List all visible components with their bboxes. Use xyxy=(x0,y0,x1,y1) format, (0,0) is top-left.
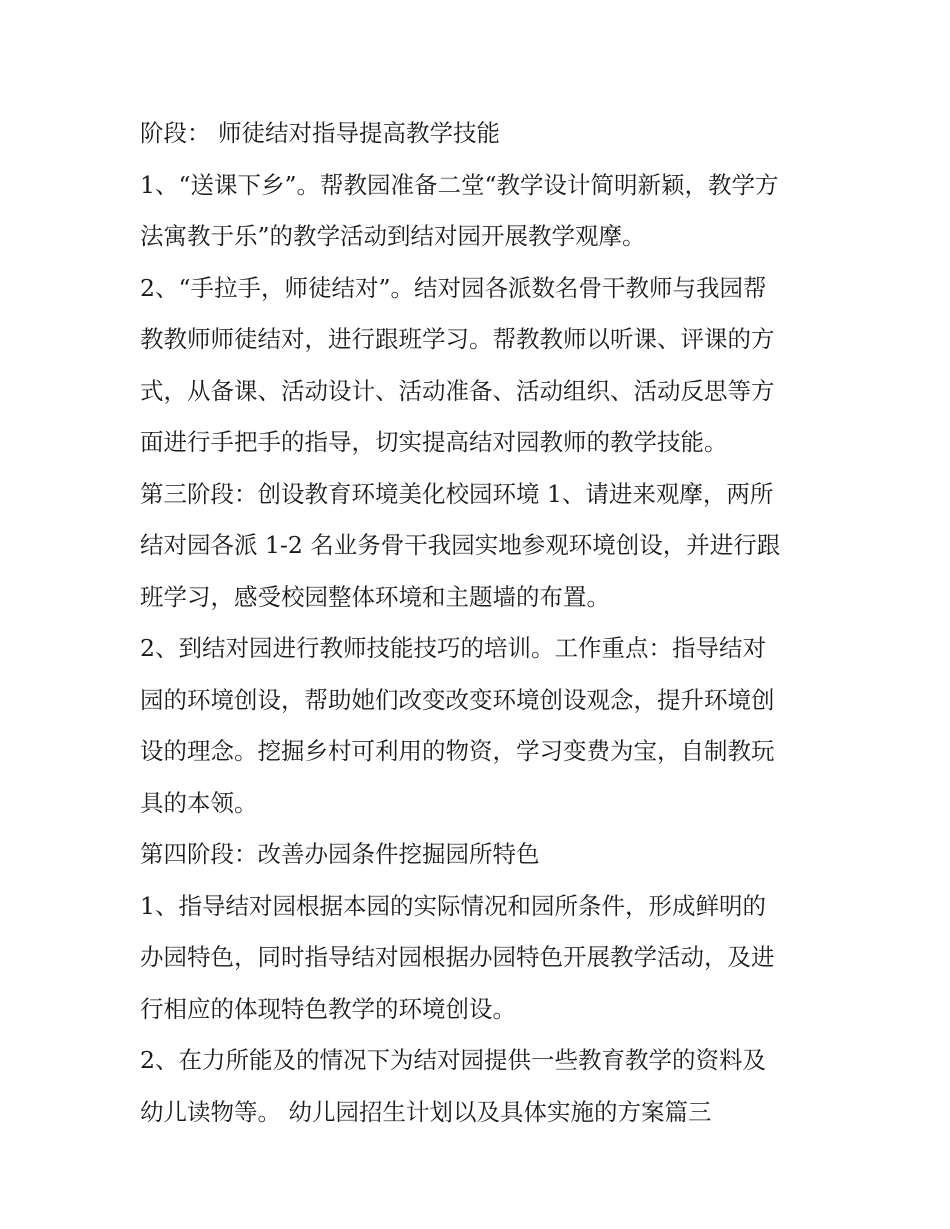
text-line: 面进行手把手的指导，切实提高结对园教师的教学技能。 xyxy=(140,428,728,456)
text-line: 阶段： 师徒结对指导提高教学技能 xyxy=(140,119,500,147)
text-line: 班学习，感受校园整体环境和主题墙的布置。 xyxy=(140,582,610,611)
document-body xyxy=(140,108,820,1138)
paragraph-stage-four-item-1 xyxy=(140,881,820,1036)
paragraph-stage-four-heading xyxy=(140,829,820,881)
text-line: 1、指导结对园根据本园的实际情况和园所条件，形成鲜明的 xyxy=(140,891,766,920)
paragraph-stage-three xyxy=(140,469,820,624)
paragraph-item-1-lessons xyxy=(140,160,820,263)
text-line: 2、在力所能及的情况下为结对园提供一些教育教学的资料及 xyxy=(140,1046,766,1074)
text-line: 式，从备课、活动设计、活动准备、活动组织、活动反思等方 xyxy=(140,376,775,405)
text-line: 具的本领。 xyxy=(140,788,258,817)
text-line: 2、到结对园进行教师技能技巧的培训。工作重点：指导结对 xyxy=(140,634,766,662)
text-line: 1、“送课下乡”。帮教园准备二堂“教学设计简明新颖，教学方 xyxy=(140,170,779,199)
text-line: 法寓教于乐”的教学活动到结对园开展教学观摩。 xyxy=(140,222,646,250)
text-line: 园的环境创设，帮助她们改变改变环境创设观念，提升环境创 xyxy=(140,685,775,714)
text-line: 结对园各派 1-2 名业务骨干我园实地参观环境创设，并进行跟 xyxy=(140,531,781,559)
paragraph-stage-two-heading xyxy=(140,108,820,160)
text-line: 行相应的体现特色教学的环境创设。 xyxy=(140,994,516,1023)
text-line: 第三阶段：创设教育环境美化校园环境 1、请进来观摩，两所 xyxy=(140,479,774,508)
text-line: 2、“手拉手，师徒结对”。结对园各派数名骨干教师与我园帮 xyxy=(140,273,767,302)
paragraph-stage-three-item-2 xyxy=(140,623,820,829)
paragraph-stage-four-item-2 xyxy=(140,1035,820,1138)
text-line: 幼儿读物等。 幼儿园招生计划以及具体实施的方案篇三 xyxy=(140,1097,712,1126)
text-line: 办园特色，同时指导结对园根据办园特色开展教学活动，及进 xyxy=(140,943,775,971)
text-line: 第四阶段：改善办园条件挖掘园所特色 xyxy=(140,840,540,868)
text-line: 设的理念。挖掘乡村可利用的物资，学习变费为宝，自制教玩 xyxy=(140,737,775,765)
paragraph-item-2-mentoring xyxy=(140,263,820,469)
text-line: 教教师师徒结对，进行跟班学习。帮教教师以听课、评课的方 xyxy=(140,325,775,353)
